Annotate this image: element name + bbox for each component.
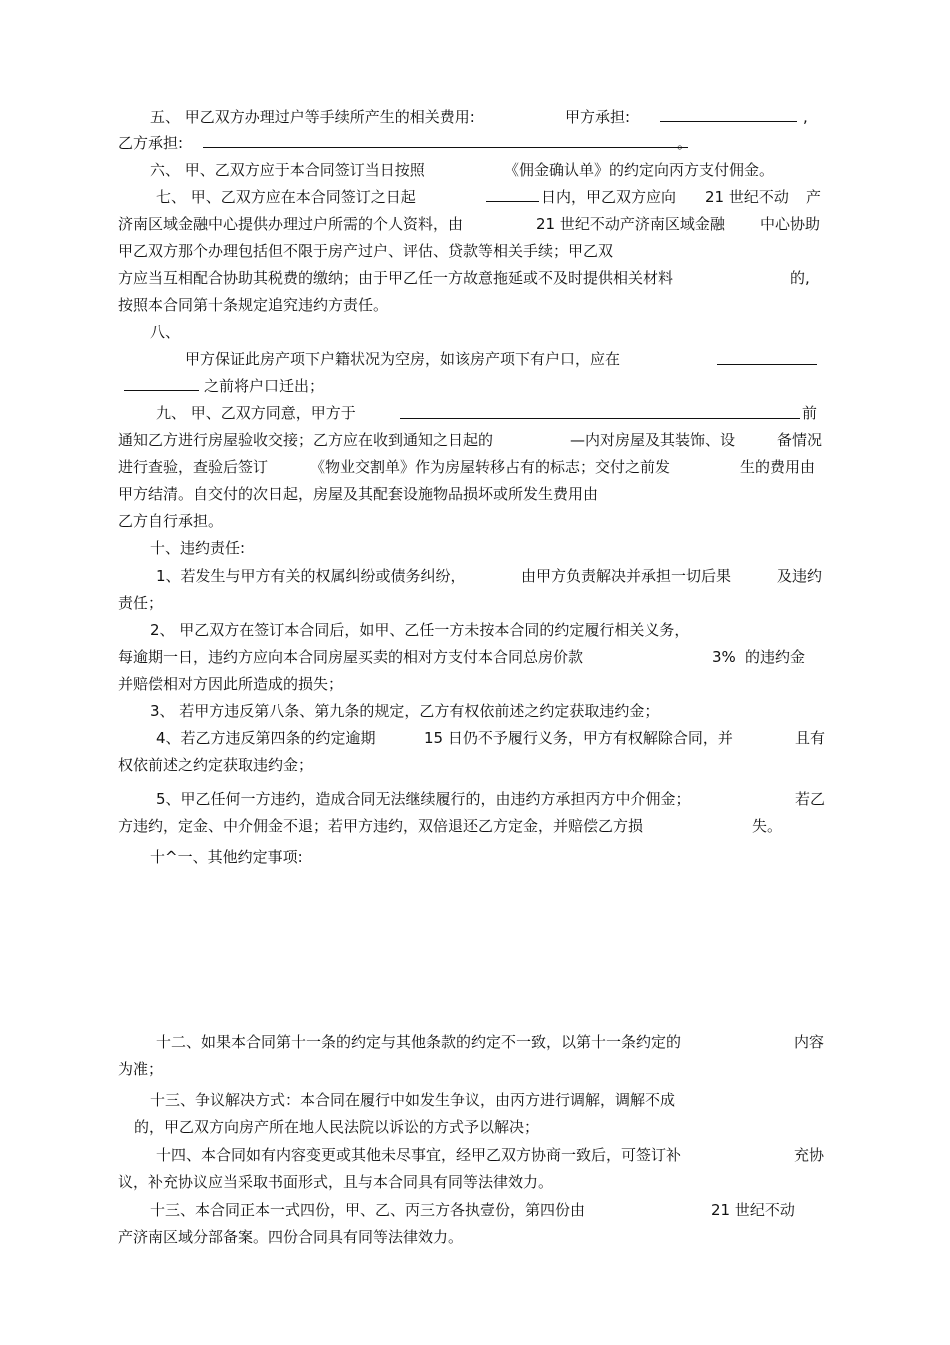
clause-10-item5: 5、甲乙任何一方违约，造成合同无法继续履行的，由违约方承担丙方中介佣金； <box>156 790 691 808</box>
clause-7-line4: 方应当互相配合协助其税费的缴纳；由于甲乙任一方故意拖延或不及时提供相关材料 <box>118 269 674 287</box>
clause-7-line5: 按照本合同第十条规定追究违约方责任。 <box>118 296 389 314</box>
clause-9-line2: 通知乙方进行房屋验收交接；乙方应在收到通知之日起的 <box>118 431 494 449</box>
clause-7-line2-b: 21 世纪不动产济南区域金融 <box>536 215 725 233</box>
clause-9-line3: 进行查验，查验后签订 <box>118 458 269 476</box>
clause-13-copies-line2: 产济南区域分部备案。四份合同具有同等法律效力。 <box>118 1228 464 1246</box>
clause-10-item5-b: 若乙 <box>795 790 826 808</box>
clause-10-item2: 2、 甲乙双方在签订本合同后，如甲、乙任一方未按本合同的约定履行相关义务， <box>150 621 690 639</box>
clause-13-dispute-line1: 十三、争议解决方式：本合同在履行中如发生争议，由丙方进行调解，调解不成 <box>150 1091 676 1109</box>
clause-9-line3-b: 《物业交割单》作为房屋转移占有的标志；交付之前发 <box>310 458 671 476</box>
clause-7-line2: 济南区域金融中心提供办理过户所需的个人资料，由 <box>118 215 464 233</box>
clause-13-copies-line1: 十三、本合同正本一式四份，甲、乙、丙三方各执壹份，第四份由 <box>150 1201 586 1219</box>
clause-8-date-blank-1 <box>717 350 817 365</box>
clause-14-line1: 十四、本合同如有内容变更或其他未尽事宜，经甲乙双方协商一致后，可签订补 <box>156 1146 682 1164</box>
clause-14-line1-b: 充协 <box>794 1146 825 1164</box>
clause-10-item4-d: 权依前述之约定获取违约金； <box>118 756 314 774</box>
clause-9-line1-b: 前 <box>802 404 818 422</box>
clause-10-item3: 3、 若甲方违反第八条、第九条的规定，乙方有权依前述之约定获取违约金； <box>150 702 660 720</box>
clause-10-item4-c: 且有 <box>795 729 826 747</box>
clause-7-line1-b: 日内，甲乙双方应向 <box>541 188 677 206</box>
clause-9-line2-c: 备情况 <box>777 431 823 449</box>
clause-6-text-b: 《佣金确认单》的约定向丙方支付佣金。 <box>504 161 775 179</box>
clause-7-line1-c: 21 世纪不动 <box>705 188 789 206</box>
clause-10-item2-d: 的违约金 <box>745 648 806 666</box>
clause-8-line2: 甲方保证此房产项下户籍状况为空房，如该房产项下有户口，应在 <box>185 350 621 368</box>
clause-8-heading: 八、 <box>150 323 181 341</box>
clause-12-line2: 为准； <box>118 1060 164 1078</box>
clause-10-item1-b: 由甲方负责解决并承担一切后果 <box>521 567 732 585</box>
clause-14-line2: 议，补充协议应当采取书面形式，且与本合同具有同等法律效力。 <box>118 1173 554 1191</box>
clause-7-line1-d: 产 <box>806 188 822 206</box>
clause-9-line3-c: 生的费用由 <box>740 458 816 476</box>
clause-9-line4: 甲方结清。自交付的次日起，房屋及其配套设施物品损坏或所发生费用由 <box>118 485 599 503</box>
clause-11-title: 十^一、其他约定事项: <box>150 848 303 866</box>
clause-12-line1: 十二、如果本合同第十一条的约定与其他条款的约定不一致，以第十一条约定的 <box>156 1033 682 1051</box>
clause-10-item2-b: 每逾期一日，违约方应向本合同房屋买卖的相对方支付本合同总房价款 <box>118 648 584 666</box>
clause-10-item4-b: 15 日仍不予履行义务，甲方有权解除合同，并 <box>424 729 733 747</box>
clause-13-dispute-line2: 的，甲乙双方向房产所在地人民法院以诉讼的方式予以解决； <box>134 1118 540 1136</box>
clause-7-line4-b: 的, <box>790 269 810 287</box>
clause-10-item5-d: 失。 <box>752 817 783 835</box>
clause-5-text: 五、 甲乙双方办理过户等手续所产生的相关费用: <box>150 108 475 126</box>
clause-13-copies-line1-b: 21 世纪不动 <box>711 1201 795 1219</box>
clause-5-comma: , <box>803 108 808 126</box>
clause-10-title: 十、违约责任: <box>150 539 246 557</box>
clause-10-item2-e: 并赔偿相对方因此所造成的损失； <box>118 675 344 693</box>
clause-7-days-blank <box>486 187 539 202</box>
clause-10-item1-d: 责任； <box>118 594 164 612</box>
clause-5-period: 。 <box>677 134 693 152</box>
clause-9-date-blank <box>400 404 800 419</box>
clause-5-party-a-blank <box>660 107 797 122</box>
clause-10-item1: 1、若发生与甲方有关的权属纠纷或债务纠纷， <box>156 567 466 585</box>
clause-10-item5-c: 方违约，定金、中介佣金不退；若甲方违约，双倍退还乙方定金，并赔偿乙方损 <box>118 817 644 835</box>
clause-9-line5: 乙方自行承担。 <box>118 512 224 530</box>
clause-8-line3: 之前将户口迁出； <box>204 377 325 395</box>
clause-9-line2-b: —内对房屋及其装饰、设 <box>570 431 736 449</box>
clause-5-party-b-blank <box>203 133 688 148</box>
clause-10-item2-c: 3% <box>712 648 736 666</box>
clause-8-date-blank-2 <box>124 376 199 391</box>
clause-7-line1: 七、 甲、乙双方应在本合同签订之日起 <box>156 188 416 206</box>
clause-9-line1: 九、 甲、乙双方同意，甲方于 <box>156 404 356 422</box>
clause-6-text: 六、 甲、乙双方应于本合同签订当日按照 <box>150 161 425 179</box>
clause-5-party-a-label: 甲方承担: <box>565 108 631 126</box>
clause-10-item4: 4、若乙方违反第四条的约定逾期 <box>156 729 376 747</box>
clause-5-party-b-label: 乙方承担: <box>118 134 184 152</box>
clause-7-line2-c: 中心协助 <box>760 215 821 233</box>
clause-10-item1-c: 及违约 <box>777 567 823 585</box>
clause-12-line1-b: 内容 <box>794 1033 825 1051</box>
clause-7-line3: 甲乙双方那个办理包括但不限于房产过户、评估、贷款等相关手续；甲乙双 <box>118 242 614 260</box>
